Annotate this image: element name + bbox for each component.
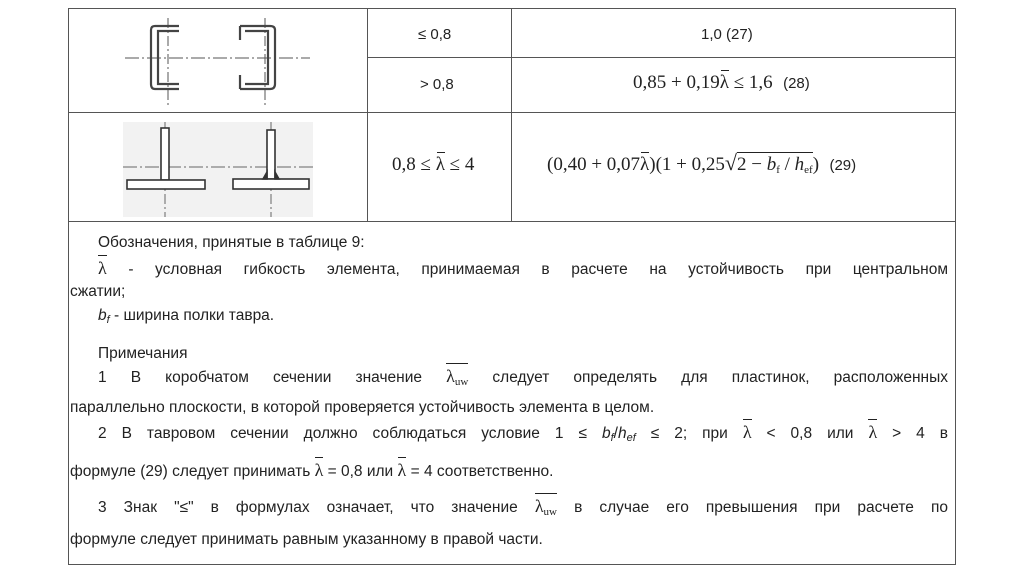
remark-1: 1 В коробчатом сечении значение $\lambda_{uw}$ следует определять для пластинок, расположенных — [98, 365, 948, 393]
grid-hline-3 — [68, 221, 956, 222]
remark-2: 2 В тавровом сечении должно соблюдаться условие $1 \le b_f/h_{ef} \le 2$; при λ < 0,8 или λ > 4 в — [98, 422, 949, 444]
grid-hline-1 — [367, 57, 956, 58]
remarks-heading: Примечания — [98, 345, 188, 362]
formula-28: 0,85 + 0,19λ ≤ 1,6 (28) — [633, 72, 810, 93]
cond-le-0-8: ≤ 0,8 — [418, 26, 452, 43]
channel-sections-figure — [125, 18, 310, 106]
bf-definition: $b_f$ - ширина полки тавра. — [98, 307, 275, 326]
tee-sections-figure — [123, 122, 313, 217]
formula-27: 1,0 (27) — [701, 26, 753, 43]
lambda-definition-cont: сжатии; — [70, 283, 126, 300]
remark-1-cont: параллельно плоскости, в которой проверяется устойчивость элемента в целом. — [70, 399, 655, 416]
formula-29: $(0,40 + 0,07\lambda)(1 + 0,25√2 - b_f / h_{ef})$ (29) — [547, 150, 857, 176]
notes-block — [70, 232, 949, 551]
lambda-definition: λ - условная гибкость элемента, принимаемая в расчете на устойчивость при центральном — [98, 258, 948, 278]
remark-2-cont: формуле (29) следует принимать λ = 0,8 или λ = 4 соответственно. — [70, 460, 554, 480]
grid-vline-2 — [511, 8, 512, 222]
grid-hline-2 — [68, 112, 956, 113]
remark-3-cont: формуле следует принимать равным указанному в правой части. — [70, 531, 543, 548]
cond-range-29: 0,8 ≤ λ ≤ 4 — [392, 154, 475, 175]
lambda-symbol: λ — [98, 258, 107, 278]
remark-3: 3 Знак "≤" в формулах означает, что значение $\lambda_{uw}$ в случае его превышения при расчете по — [98, 495, 948, 523]
notes-heading: Обозначения, принятые в таблице 9: — [98, 234, 365, 251]
grid-vline-1 — [367, 8, 368, 222]
cond-gt-0-8: > 0,8 — [420, 76, 454, 93]
